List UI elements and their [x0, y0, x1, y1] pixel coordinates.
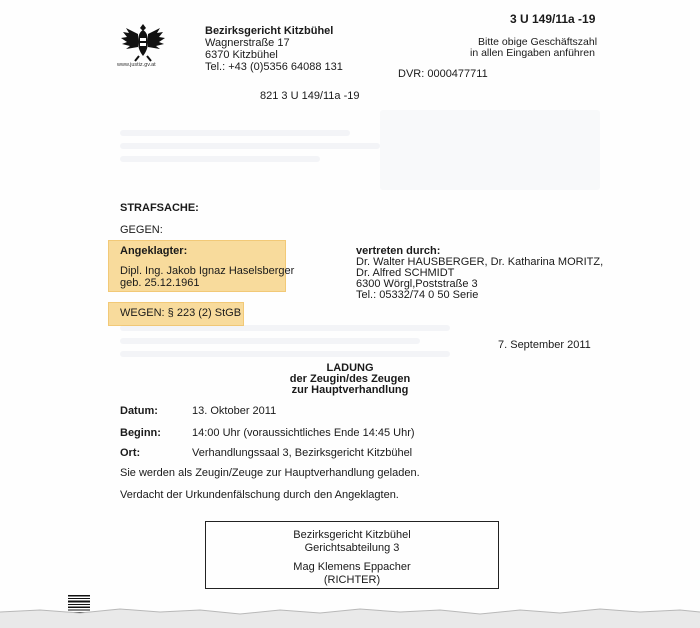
showthrough-line — [120, 143, 380, 149]
suspicion-sentence: Verdacht der Urkundenfälschung durch den Angeklagten. — [120, 489, 399, 501]
court-phone: Tel.: +43 (0)5356 64088 131 — [205, 61, 343, 73]
representation-line3: 6300 Wörgl,Poststraße 3 — [356, 278, 478, 290]
ort-value: Verhandlungssaal 3, Bezirksgericht Kitzbühel — [192, 447, 413, 459]
torn-edge — [0, 598, 700, 628]
signature-box — [205, 521, 499, 589]
summons-subtitle-2: zur Hauptverhandlung — [291, 384, 409, 396]
accused-name: Dipl. Ing. Jakob Ignaz Haselsberger — [120, 265, 295, 277]
dvr-number: DVR: 0000477711 — [398, 68, 488, 80]
ort-label: Ort: — [120, 447, 141, 459]
court-name: Bezirksgericht Kitzbühel — [205, 25, 334, 37]
seal-caption: www.justiz.gv.at — [117, 62, 156, 68]
gegen-label: GEGEN: — [120, 224, 163, 236]
representation-line1: Dr. Walter HAUSBERGER, Dr. Katharina MORITZ, — [356, 256, 604, 268]
representation-line4: Tel.: 05332/74 0 50 Serie — [356, 289, 479, 301]
showthrough-line — [120, 156, 320, 162]
signature-judge-name: Mag Klemens Eppacher — [293, 561, 411, 573]
accused-label: Angeklagter: — [120, 245, 188, 257]
showthrough-line — [120, 351, 450, 357]
representation-label: vertreten durch: — [356, 245, 441, 257]
showthrough-line — [120, 338, 420, 344]
accused-birthdate: geb. 25.12.1961 — [120, 277, 200, 289]
signature-department: Gerichtsabteilung 3 — [304, 542, 400, 554]
case-hint-line1: Bitte obige Geschäftszahl — [478, 36, 598, 48]
reference-line: 821 3 U 149/11a -19 — [260, 90, 360, 102]
summons-title: LADUNG — [326, 362, 374, 374]
case-number: 3 U 149/11a -19 — [510, 12, 596, 26]
court-city: 6370 Kitzbühel — [205, 49, 278, 61]
signature-court: Bezirksgericht Kitzbühel — [293, 529, 411, 541]
court-street: Wagnerstraße 17 — [205, 37, 290, 49]
charge-line: WEGEN: § 223 (2) StGB — [120, 307, 242, 319]
datum-label: Datum: — [120, 405, 158, 417]
showthrough-line — [120, 130, 350, 136]
signature-judge-title: (RICHTER) — [323, 574, 381, 586]
beginn-value: 14:00 Uhr (voraussichtliches Ende 14:45 Uhr) — [192, 427, 415, 439]
representation-line2: Dr. Alfred SCHMIDT — [356, 267, 455, 279]
showthrough-block — [380, 110, 600, 190]
strafsache-label: STRAFSACHE: — [120, 202, 199, 214]
datum-value: 13. Oktober 2011 — [192, 405, 277, 417]
summons-sentence: Sie werden als Zeugin/Zeuge zur Hauptverhandlung geladen. — [120, 467, 420, 479]
beginn-label: Beginn: — [120, 427, 161, 439]
case-hint-line2: in allen Eingaben anführen — [470, 47, 595, 59]
document-date: 7. September 2011 — [498, 339, 591, 351]
summons-subtitle-1: der Zeugin/des Zeugen — [289, 373, 411, 385]
